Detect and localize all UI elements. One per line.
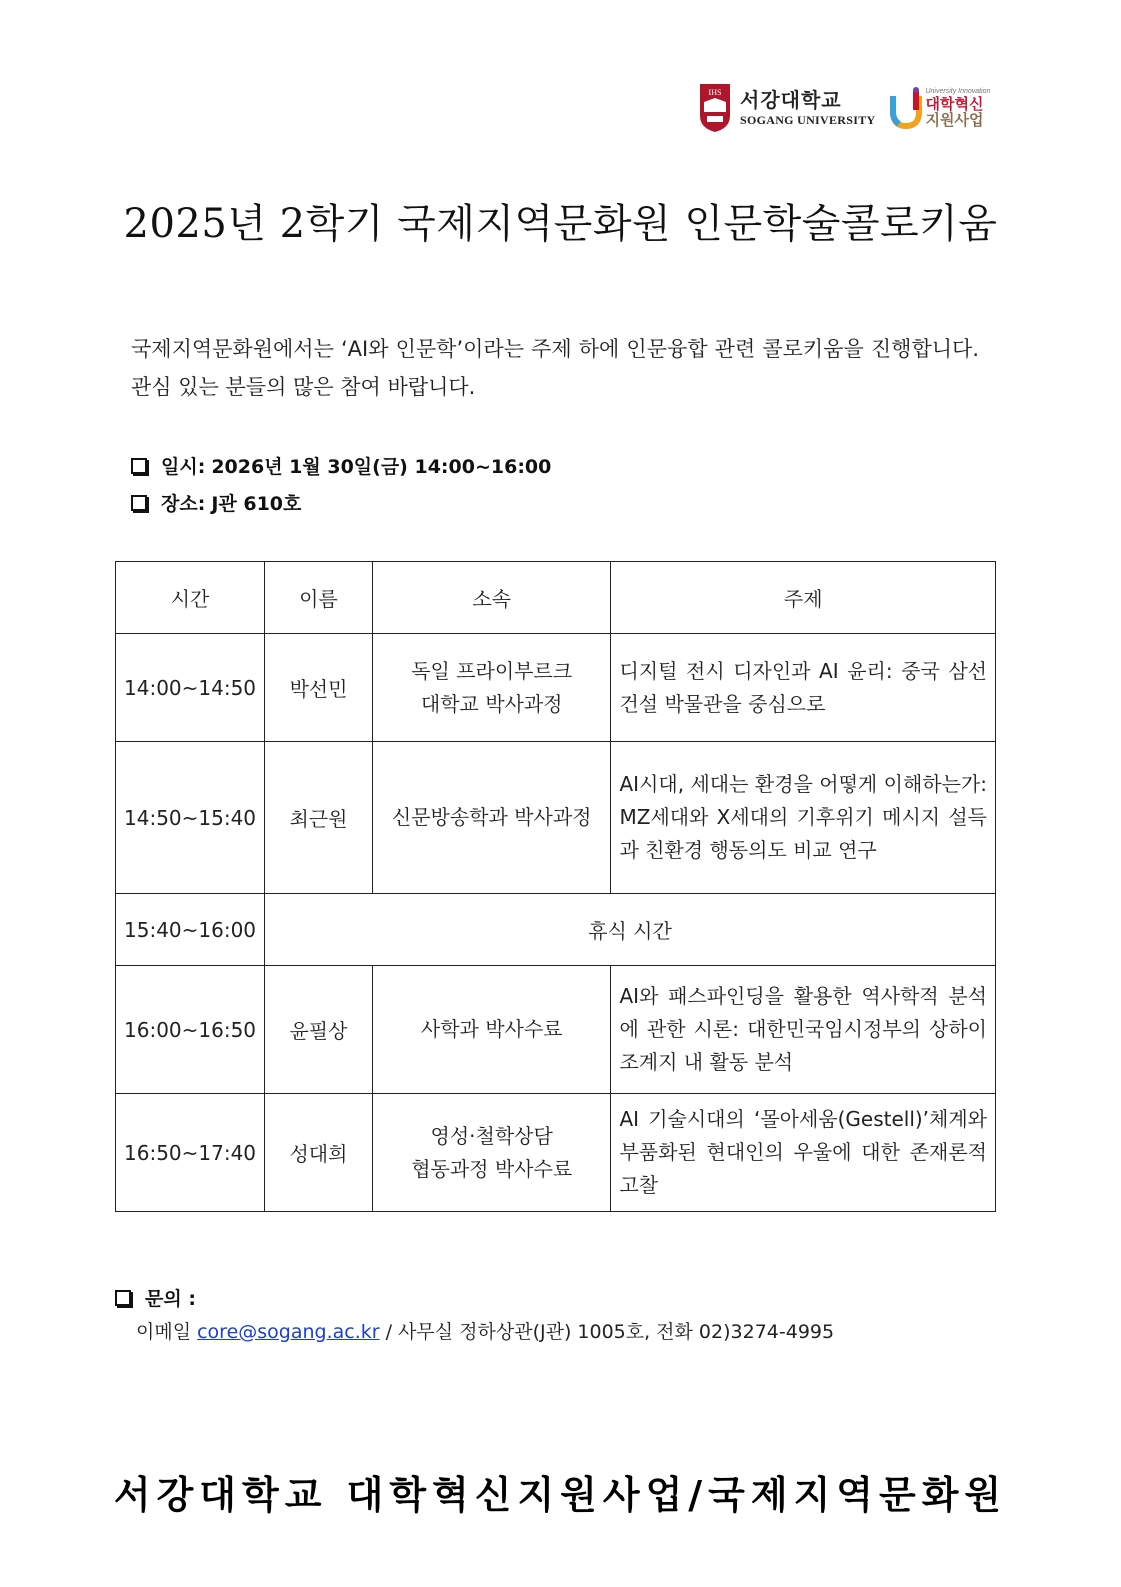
cell-topic: 디지털 전시 디자인과 AI 윤리: 중국 삼선건설 박물관을 중심으로	[611, 634, 996, 742]
cell-time: 14:00~14:50	[116, 634, 265, 742]
place-value: J관 610호	[211, 493, 302, 515]
sogang-english-name: SOGANG UNIVERSITY	[740, 113, 876, 127]
university-innovation-logo	[889, 86, 990, 130]
cell-name: 윤필상	[265, 966, 373, 1094]
cell-name: 박선민	[265, 634, 373, 742]
contact-heading-label: 문의 :	[145, 1288, 196, 1310]
contact-heading	[115, 1284, 196, 1311]
affiliation-line: 대학교 박사과정	[420, 691, 563, 716]
place-info	[131, 489, 301, 516]
cell-topic: AI시대, 세대는 환경을 어떻게 이해하는가: MZ세대와 X세대의 기후위기 메시지 설득과 친환경 행동의도 비교 연구	[611, 742, 996, 894]
cell-break: 휴식 시간	[265, 894, 996, 966]
date-info	[131, 452, 551, 479]
cell-topic: AI와 패스파인딩을 활용한 역사학적 분석에 관한 시론: 대한민국임시정부의 상하이 조계지 내 활동 분석	[611, 966, 996, 1094]
table-row	[116, 966, 996, 1094]
date-label: 일시:	[161, 456, 206, 478]
cell-affiliation	[372, 1094, 611, 1212]
footer-organizers: 서강대학교 대학혁신지원사업/국제지역문화원	[113, 1473, 1008, 1517]
innovation-u-icon	[889, 86, 923, 130]
sogang-shield-logo	[698, 82, 732, 134]
office-phone-text: / 사무실 정하상관(J관) 1005호, 전화 02)3274-4995	[379, 1321, 835, 1343]
cell-affiliation	[372, 634, 611, 742]
cell-affiliation: 사학과 박사수료	[372, 966, 611, 1094]
email-label: 이메일	[136, 1321, 192, 1343]
table-row	[116, 742, 996, 894]
header-name: 이름	[265, 562, 373, 634]
checkbox-bullet-icon	[115, 1290, 131, 1306]
checkbox-bullet-icon	[131, 495, 147, 511]
shield-text: IHS	[708, 88, 722, 97]
intro-paragraph: 국제지역문화원에서는 ‘AI와 인문학’이라는 주제 하에 인문융합 관련 콜로키움을 진행합니다. 관심 있는 분들의 많은 참여 바랍니다.	[131, 337, 979, 399]
contact-line	[136, 1317, 834, 1344]
cell-time: 14:50~15:40	[116, 742, 265, 894]
cell-topic: AI 기술시대의 ‘몰아세움(Gestell)’체계와 부품화된 현대인의 우울에 대한 존재론적 고찰	[611, 1094, 996, 1212]
affiliation-line: 독일 프라이부르크	[411, 658, 573, 683]
cell-time: 16:00~16:50	[116, 966, 265, 1094]
cell-time: 16:50~17:40	[116, 1094, 265, 1212]
innovation-line1: 대학혁신	[925, 95, 984, 113]
innovation-line2: 지원사업	[925, 111, 984, 129]
header-topic: 주제	[611, 562, 996, 634]
affiliation-line: 협동과정 박사수료	[411, 1156, 573, 1181]
place-label: 장소:	[161, 493, 206, 515]
table-row	[116, 634, 996, 742]
date-value: 2026년 1월 30일(금) 14:00~16:00	[211, 456, 552, 478]
innovation-small-label: University Innovation	[925, 88, 991, 95]
cell-time: 15:40~16:00	[116, 894, 265, 966]
email-link[interactable]: core@sogang.ac.kr	[197, 1321, 380, 1343]
affiliation-line: 영성·철학상담	[430, 1123, 553, 1148]
table-header-row	[116, 562, 996, 634]
header-logos	[698, 78, 990, 138]
table-row	[116, 1094, 996, 1212]
header-affiliation: 소속	[372, 562, 611, 634]
sogang-korean-name: 서강대학교	[740, 88, 842, 112]
table-row	[116, 894, 996, 966]
checkbox-bullet-icon	[131, 458, 147, 474]
sogang-wordmark	[740, 90, 875, 126]
schedule-table	[115, 561, 996, 1212]
cell-affiliation: 신문방송학과 박사과정	[372, 742, 611, 894]
cell-name: 성대희	[265, 1094, 373, 1212]
page-title: 2025년 2학기 국제지역문화원 인문학술콜로키움	[123, 201, 998, 247]
header-time: 시간	[116, 562, 265, 634]
cell-name: 최근원	[265, 742, 373, 894]
